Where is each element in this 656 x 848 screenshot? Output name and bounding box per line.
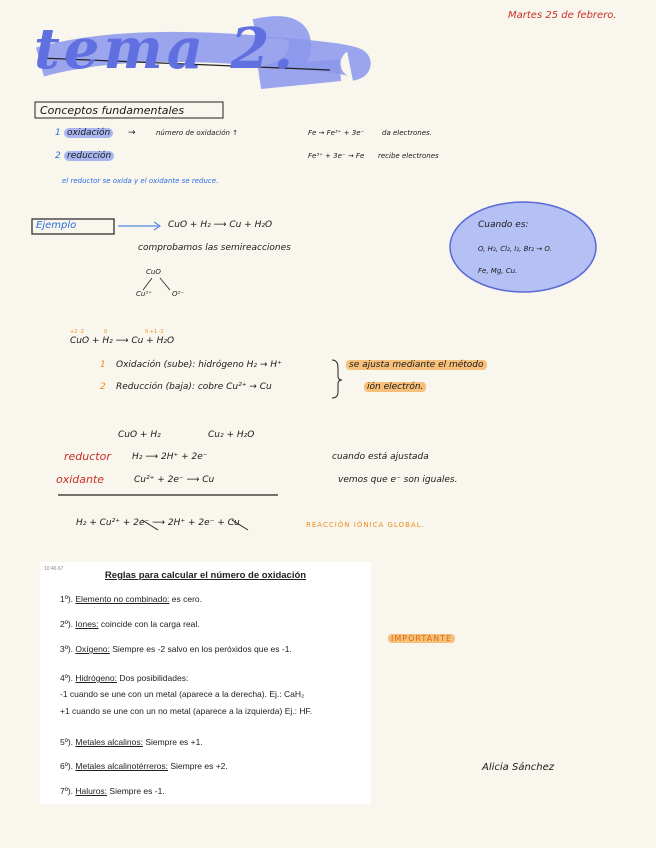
item-1-arrow: → bbox=[128, 128, 136, 138]
bubble-line-3: Fe, Mg, Cu. bbox=[478, 267, 518, 275]
bubble-line-2: O, H₂, Cl₂, I₂, Br₂ → O. bbox=[478, 245, 552, 253]
item-2-note: recibe electrones bbox=[378, 152, 439, 160]
item-1-desc: número de oxidación ↑ bbox=[156, 129, 239, 137]
rule-1: 1º). Elemento no combinado: es cero. bbox=[60, 594, 203, 604]
rule-7: 7º). Haluros: Siempre es -1. bbox=[60, 786, 165, 796]
half-top-left: CuO + H₂ bbox=[118, 430, 161, 440]
bubble-line-1: Cuando es: bbox=[478, 220, 529, 230]
item-1-num: 1 bbox=[55, 128, 61, 138]
global-eq: H₂ + Cu²⁺ + 2e⁻ ⟶ 2H⁺ + 2e⁻ + Cu bbox=[76, 518, 240, 528]
item-2-num: 2 bbox=[55, 151, 61, 161]
note-line-1: cuando está ajustada bbox=[332, 452, 429, 462]
rules-card bbox=[40, 562, 371, 804]
ox-upper-2: 0 +1 -2 bbox=[145, 329, 164, 335]
ox-upper-3: 0 bbox=[104, 329, 108, 335]
reductor-label: reductor bbox=[64, 450, 111, 463]
oxidante-eq: Cu²⁺ + 2e⁻ ⟶ Cu bbox=[134, 475, 215, 485]
redox-rule: el reductor se oxida y el oxidante se reduce. bbox=[62, 177, 219, 185]
example-reaction: CuO + H₂ ⟶ Cu + H₂O bbox=[168, 220, 273, 230]
half-top-right: Cu₂ + H₂O bbox=[208, 430, 255, 440]
method-line-2: ión electrón. bbox=[364, 382, 426, 392]
rule-6: 6º). Metales alcalinotérreros: Siempre es +2. bbox=[60, 761, 228, 771]
rule-2: 2º). Iones: coincide con la carga real. bbox=[60, 619, 200, 629]
red-num: 2 bbox=[100, 382, 106, 392]
rule-4: 4º). Hidrógeno: Dos posibilidades: bbox=[60, 673, 189, 683]
rules-title: Reglas para calcular el número de oxidación bbox=[104, 570, 307, 581]
reductor-eq: H₂ ⟶ 2H⁺ + 2e⁻ bbox=[132, 452, 208, 462]
signature: Alicia Sánchez bbox=[482, 762, 555, 773]
ox-num: 1 bbox=[100, 360, 106, 370]
ejemplo-label: Ejemplo bbox=[36, 220, 77, 231]
rule-5: 5º). Metales alcalinos: Siempre es +1. bbox=[60, 737, 203, 747]
check-text: comprobamos las semireacciones bbox=[138, 243, 291, 253]
important-label: IMPORTANTE bbox=[388, 634, 455, 643]
cuo-label: CuO bbox=[146, 268, 161, 276]
concepts-heading: Conceptos fundamentales bbox=[40, 104, 185, 117]
ox-reaction: CuO + H₂ ⟶ Cu + H₂O bbox=[70, 336, 175, 346]
ox-upper-1: +2 -2 bbox=[70, 329, 84, 335]
item-1-note: da electrones. bbox=[382, 129, 432, 137]
date-text: Martes 25 de febrero. bbox=[508, 10, 617, 21]
red-line: Reducción (baja): cobre Cu²⁺ → Cu bbox=[116, 382, 272, 392]
oxidante-label: oxidante bbox=[56, 473, 105, 486]
rules-stamp: 10:46 67 bbox=[44, 566, 64, 572]
rule-3: 3º). Oxígeno: Siempre es -2 salvo en los peróxidos que es -1. bbox=[60, 644, 292, 654]
method-line-1: se ajusta mediante el método bbox=[346, 360, 487, 370]
o-ion: O²⁻ bbox=[172, 290, 185, 298]
item-1-term: oxidación bbox=[64, 128, 113, 138]
item-1-example: Fe → Fe³⁺ + 3e⁻ bbox=[308, 129, 365, 137]
global-label: REACCIÓN IÓNICA GLOBAL. bbox=[306, 521, 425, 529]
rule-4b: +1 cuando se une con un no metal (aparece a la izquierda) Ej.: HF. bbox=[60, 706, 313, 716]
page-title: tema 2. bbox=[34, 16, 297, 82]
item-2-example: Fe³⁺ + 3e⁻ → Fe bbox=[308, 152, 365, 160]
note-line-2: vemos que e⁻ son iguales. bbox=[338, 475, 458, 485]
item-2-term: reducción bbox=[64, 151, 114, 161]
ox-line: Oxidación (sube): hidrógeno H₂ → H⁺ bbox=[116, 360, 282, 370]
rule-4a: -1 cuando se une con un metal (aparece a la derecha). Ej.: CaH₂ bbox=[60, 689, 305, 699]
cu-ion: Cu²⁺ bbox=[136, 290, 152, 298]
